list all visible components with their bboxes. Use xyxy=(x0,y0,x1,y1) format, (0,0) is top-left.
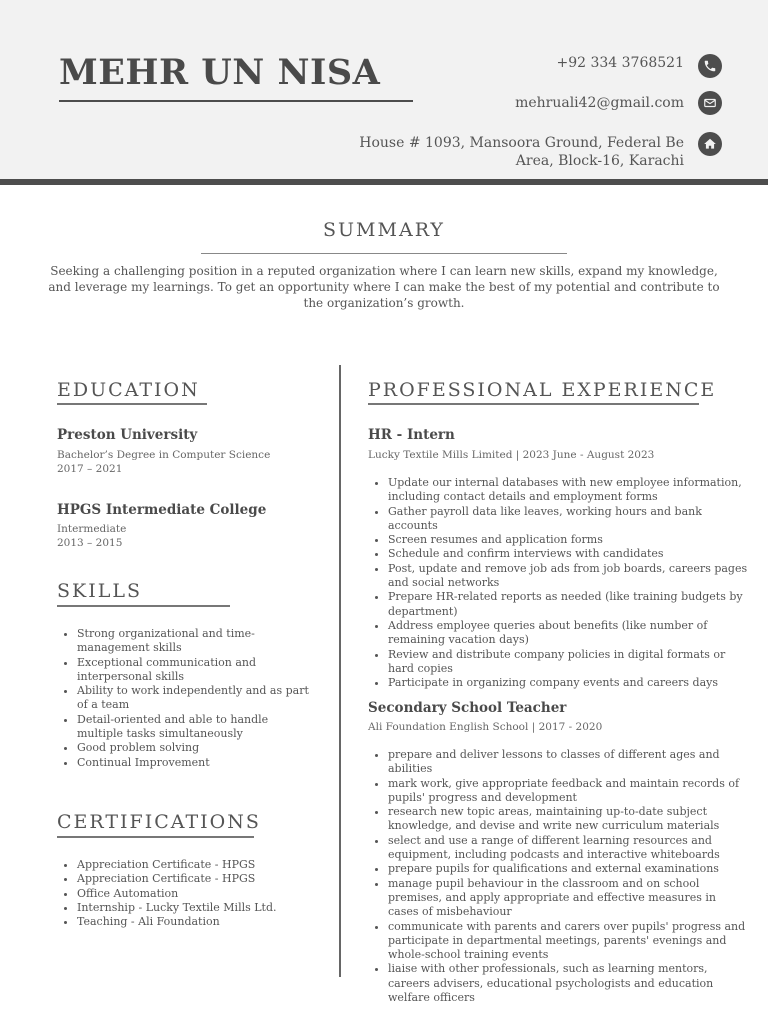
list-item: • Gather payroll data like leaves, working hours and bank accounts xyxy=(388,505,748,534)
list-item: • Schedule and confirm interviews with candidates xyxy=(388,547,748,561)
home-icon xyxy=(698,132,722,156)
home-address xyxy=(359,134,684,170)
list-item: • research new topic areas, maintaining up-to-date subject knowledge, and devise and write new curriculum materials xyxy=(388,805,750,834)
phone-number: +92 334 3768521 xyxy=(556,55,684,71)
list-item: • mark work, give appropriate feedback and maintain records of pupils' progress and development xyxy=(388,777,750,806)
list-item: • Teaching - Ali Foundation xyxy=(77,915,337,929)
list-item: • select and use a range of different learning resources and equipment, including podcasts and interactive whiteboards xyxy=(388,834,750,863)
job-duties-list xyxy=(370,748,750,1005)
list-item: • Good problem solving xyxy=(77,741,309,755)
list-item: • Appreciation Certificate - HPGS xyxy=(77,858,337,872)
header-divider-bar xyxy=(0,179,768,185)
name-underline xyxy=(59,100,413,102)
address-line-2: Area, Block-16, Karachi xyxy=(515,153,684,169)
list-item: • Address employee queries about benefits (like number of remaining vacation days) xyxy=(388,619,748,648)
summary-underline xyxy=(201,253,567,254)
list-item: • Screen resumes and application forms xyxy=(388,533,748,547)
education-school: HPGS Intermediate College xyxy=(57,502,267,518)
list-item: • Participate in organizing company events and careers days xyxy=(388,676,748,690)
address-line-1: House # 1093, Mansoora Ground, Federal Be xyxy=(359,135,684,151)
skills-underline xyxy=(57,605,230,607)
education-heading: EDUCATION xyxy=(57,379,200,401)
job-title: HR - Intern xyxy=(368,427,455,443)
certifications-underline xyxy=(57,836,254,838)
list-item: • Detail-oriented and able to handle multiple tasks simultaneously xyxy=(77,713,309,742)
list-item: • liaise with other professionals, such as learning mentors, careers advisers, educational psychologists and education welfare officers xyxy=(388,962,750,1005)
list-item: • Continual Improvement xyxy=(77,756,309,770)
skills-list xyxy=(59,627,309,770)
list-item: • Post, update and remove job ads from job boards, careers pages and social networks xyxy=(388,562,748,591)
email-address: mehruali42@gmail.com xyxy=(515,95,684,111)
column-divider xyxy=(339,365,341,977)
education-underline xyxy=(57,403,207,405)
summary-heading: SUMMARY xyxy=(323,219,445,241)
experience-heading: PROFESSIONAL EXPERIENCE xyxy=(368,379,717,401)
list-item: • Office Automation xyxy=(77,887,337,901)
education-school: Preston University xyxy=(57,427,198,443)
list-item: • Exceptional communication and interpersonal skills xyxy=(77,656,309,685)
job-title: Secondary School Teacher xyxy=(368,700,567,716)
list-item: • prepare pupils for qualifications and external examinations xyxy=(388,862,750,876)
certifications-list xyxy=(59,858,337,929)
list-item: • Update our internal databases with new employee information, including contact details and employment forms xyxy=(388,476,748,505)
candidate-name: MEHR UN NISA xyxy=(59,52,381,93)
certifications-heading: CERTIFICATIONS xyxy=(57,811,261,833)
list-item: • Internship - Lucky Textile Mills Ltd. xyxy=(77,901,337,915)
list-item: • communicate with parents and carers over pupils' progress and participate in departmental meetings, parents' evenings and whole-school training events xyxy=(388,920,750,963)
list-item: • prepare and deliver lessons to classes of different ages and abilities xyxy=(388,748,750,777)
list-item: • Strong organizational and time-management skills xyxy=(77,627,309,656)
education-years: 2017 – 2021 xyxy=(57,463,123,475)
skills-heading: SKILLS xyxy=(57,580,142,602)
list-item: • manage pupil behaviour in the classroom and on school premises, and apply appropriate and effective measures in cases of misbehaviour xyxy=(388,877,750,920)
job-meta: Lucky Textile Mills Limited | 2023 June - August 2023 xyxy=(368,449,655,461)
job-duties-list xyxy=(370,476,748,690)
education-degree: Bachelor’s Degree in Computer Science xyxy=(57,449,271,461)
phone-icon xyxy=(698,54,722,78)
list-item: • Review and distribute company policies in digital formats or hard copies xyxy=(388,648,748,677)
education-years: 2013 – 2015 xyxy=(57,537,123,549)
list-item: • Ability to work independently and as part of a team xyxy=(77,684,309,713)
experience-underline xyxy=(368,403,699,405)
email-icon xyxy=(698,91,722,115)
education-degree: Intermediate xyxy=(57,523,127,535)
list-item: • Appreciation Certificate - HPGS xyxy=(77,872,337,886)
job-meta: Ali Foundation English School | 2017 - 2020 xyxy=(368,721,603,733)
summary-text: Seeking a challenging position in a reputed organization where I can learn new skills, expand my knowledge, and leverage my learnings. To get an opportunity where I can make the best of my potential and contribute to the organization’s growth. xyxy=(48,264,720,310)
list-item: • Prepare HR-related reports as needed (like training budgets by department) xyxy=(388,590,748,619)
